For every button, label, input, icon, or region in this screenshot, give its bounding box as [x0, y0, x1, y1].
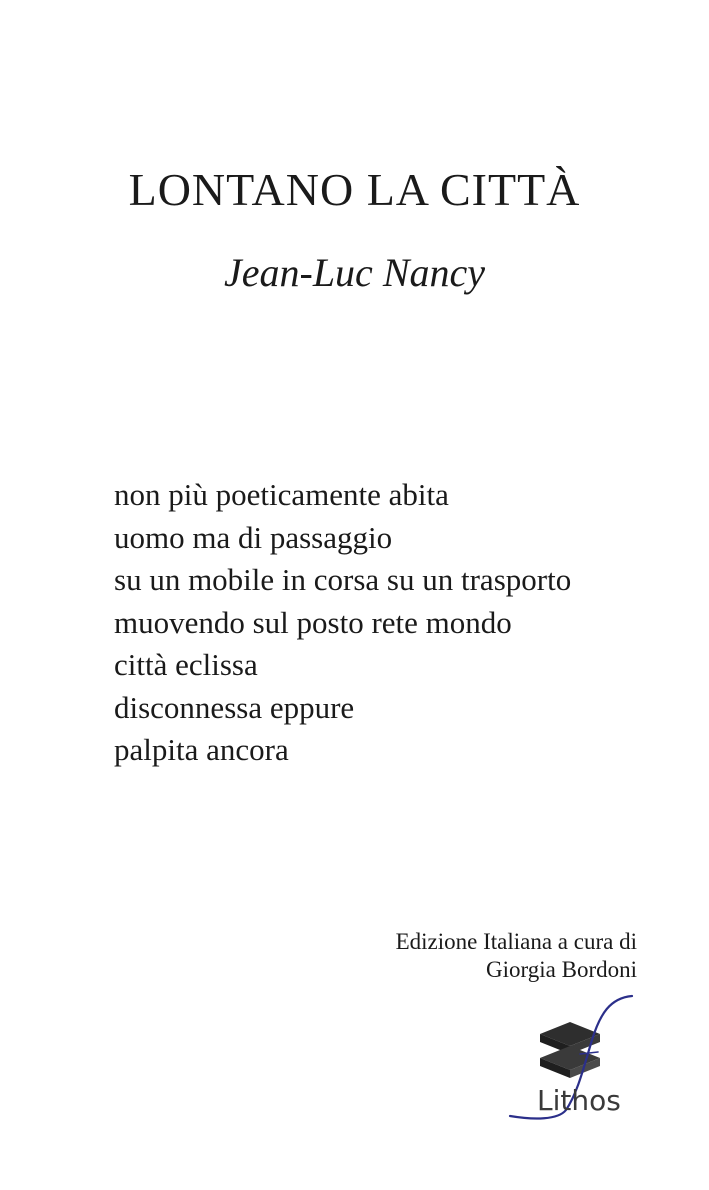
book-author: Jean-Luc Nancy	[223, 250, 485, 295]
poem-line: muovendo sul posto rete mondo	[114, 604, 512, 640]
poem	[114, 474, 571, 772]
editor-credits	[396, 928, 637, 984]
poem-line: città eclissa	[114, 647, 258, 682]
poem-line: su un mobile in corsa su un trasporto	[114, 562, 572, 597]
book-title: LONTANO LA CITTÀ	[128, 164, 581, 215]
poem-line: uomo ma di passaggio	[114, 519, 393, 555]
publisher-name: Lithos	[537, 1084, 621, 1117]
poem-line: non più poeticamente abita	[114, 477, 449, 512]
poem-line: palpita ancora	[114, 732, 289, 767]
poem-line: disconnessa eppure	[114, 689, 355, 725]
editor-name: Giorgia Bordoni	[486, 957, 637, 982]
credits-line: Edizione Italiana a cura di	[395, 929, 637, 954]
